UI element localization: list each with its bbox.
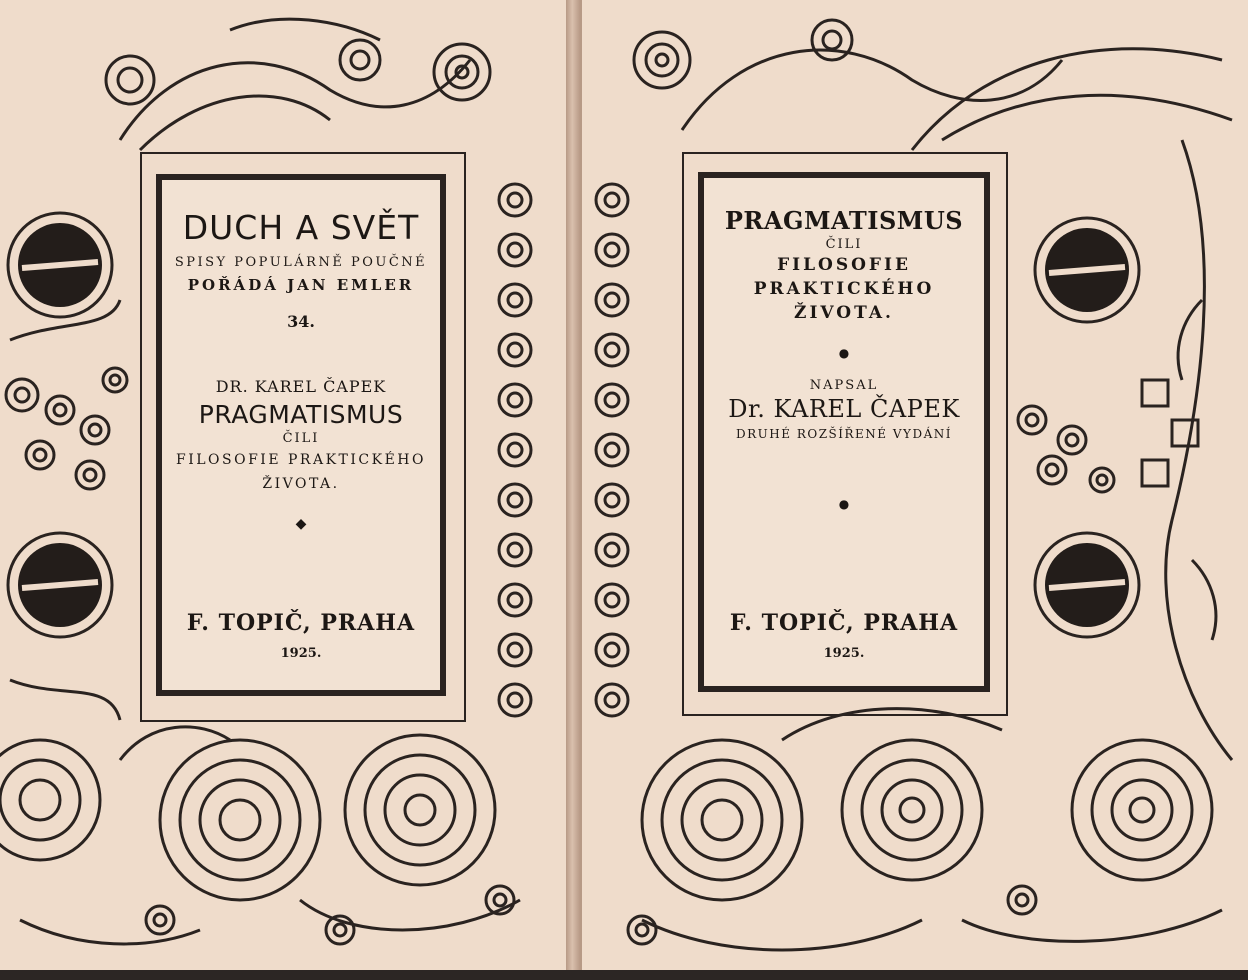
book-gutter (566, 0, 580, 980)
right-title-panel (698, 172, 990, 692)
subtitle-line-3: ŽIVOTA. (794, 303, 894, 323)
book-title: PRAGMATISMUS (198, 400, 404, 429)
publisher: F. TOPIČ, PRAHA (186, 610, 416, 636)
bottom-edge (0, 970, 1248, 980)
subtitle-line-1: FILOSOFIE (777, 255, 911, 275)
publication-year: 1925. (823, 646, 865, 661)
left-page (0, 0, 568, 970)
dot-ornament-2: ● (838, 497, 850, 511)
series-title: DUCH A SVĚT (182, 208, 420, 247)
subtitle-line-1: FILOSOFIE PRAKTICKÉHO (176, 452, 426, 468)
dot-ornament: ● (838, 346, 850, 360)
subtitle-line-2: ŽIVOTA. (262, 476, 340, 492)
cili-word: ČILI (282, 431, 320, 446)
author-name: DR. KAREL ČAPEK (215, 377, 387, 396)
publication-year: 1925. (280, 646, 322, 661)
diamond-ornament: ◆ (295, 516, 307, 532)
book-title: PRAGMATISMUS (724, 206, 964, 235)
editor-line: POŘÁDÁ JAN EMLER (187, 276, 415, 294)
left-title-panel (156, 174, 446, 696)
edition-line: DRUHÉ ROZŠÍŘENÉ VYDÁNÍ (736, 427, 952, 441)
right-page (580, 0, 1248, 970)
napsal-label: NAPSAL (809, 378, 879, 393)
publisher: F. TOPIČ, PRAHA (729, 610, 959, 636)
cili-word: ČILI (825, 237, 863, 252)
volume-number: 34. (287, 312, 315, 331)
author-name: Dr. KAREL ČAPEK (728, 395, 960, 423)
subtitle-line-2: PRAKTICKÉHO (753, 279, 935, 299)
series-subtitle: SPISY POPULÁRNĚ POUČNÉ (174, 255, 428, 270)
